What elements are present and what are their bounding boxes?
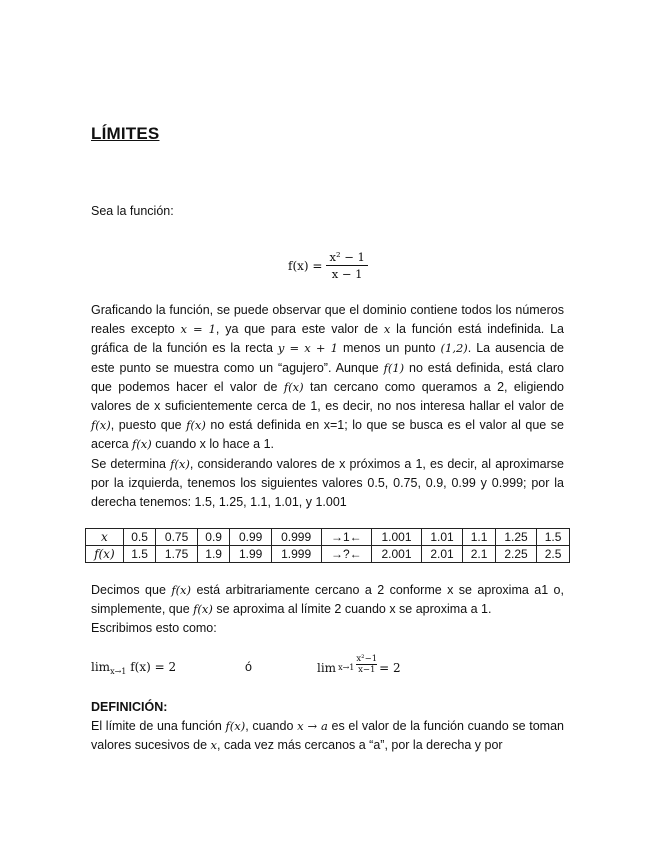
- table-cell: 2.25: [495, 546, 536, 563]
- table-cell: 1.01: [421, 529, 462, 546]
- table-cell: 1.5: [123, 546, 156, 563]
- limit-expression-2: lim x→1 $\frac{\text{x²−1}}{x-1}$ = 2: [317, 654, 401, 675]
- table-cell: 1.999: [271, 546, 321, 563]
- formula-denominator: x − 1: [331, 267, 363, 281]
- paragraph-conclusion: Decimos que f(x) está arbitrariamente cercano a 2 conforme x se aproxima a1 o, simplemente, que f(x) se aproxima al límite 2 cuando x se aproxima a 1. Escribimos esto como:: [91, 583, 564, 636]
- table-cell: f(x): [86, 546, 124, 563]
- formula-numerator: x² − 1: [326, 250, 367, 266]
- table-cell: 0.999: [271, 529, 321, 546]
- function-formula: [288, 250, 368, 281]
- limit-or-text: ó: [245, 660, 252, 674]
- table-cell: 2.1: [463, 546, 496, 563]
- limit-fraction: $\frac{\text{x²−1}}{x-1}$: [356, 654, 378, 675]
- table-row-x: [86, 529, 570, 546]
- limit-expression-1: $\lim_{x\to 1} f(x) = 2$: [91, 660, 177, 676]
- table-cell: x: [86, 529, 124, 546]
- paragraph-definition: El límite de una función f(x), cuando x → a es el valor de la función cuando se toman valores sucesivos de x, cada vez más cercanos a “a”, por la derecha y por: [91, 719, 564, 753]
- table-cell: 1.25: [495, 529, 536, 546]
- paragraph-graph-description: Graficando la función, se puede observar que el dominio contiene todos los números reales excepto x = 1, ya que para este valor de x la función está indefinida. La gráfica de la función es la recta y = x + 1 menos un punto (1,2). La ausencia de este punto se muestra como un “agujero”. Aunque f(1) no está definida, está claro que podemos hacer el valor de f(x) tan cercano como queramos a 2, eligiendo valores de x suficientemente cerca de 1, es decir, no nos interesa hallar el valor de f(x), puesto que f(x) no está definida en x=1; lo que se busca es el valor al que se acerca f(x) cuando x lo hace a 1.: [91, 303, 565, 452]
- table-cell: 1.99: [230, 546, 271, 563]
- paragraph-values: Se determina f(x), considerando valores de x próximos a 1, es decir, al aproximarse por la izquierda, tenemos los siguientes valores 0.5, 0.75, 0.9, 0.99 y 0.999; por la derecha tenemos: 1.5, 1.25, 1.1, 1.01, y 1.001: [91, 457, 564, 510]
- table-cell: 1.1: [463, 529, 496, 546]
- table-cell: 2.001: [372, 546, 422, 563]
- formula-lhs: f(x) =: [288, 258, 323, 273]
- table-cell: 1.001: [372, 529, 422, 546]
- table-cell: →?←: [321, 546, 372, 563]
- intro-text: Sea la función:: [91, 204, 174, 218]
- table-cell: 0.75: [156, 529, 197, 546]
- table-cell: 2.5: [537, 546, 570, 563]
- table-cell: 2.01: [421, 546, 462, 563]
- page-title: LÍMITES: [91, 124, 160, 143]
- table-cell: 1.75: [156, 546, 197, 563]
- table-cell: 0.99: [230, 529, 271, 546]
- table-cell: 0.9: [197, 529, 230, 546]
- table-row-fx: [86, 546, 570, 563]
- table-cell: →1←: [321, 529, 372, 546]
- formula-fraction: [326, 250, 367, 281]
- table-cell: 1.5: [537, 529, 570, 546]
- definition-title: DEFINICIÓN:: [91, 700, 168, 714]
- table-cell: 0.5: [123, 529, 156, 546]
- values-table: [85, 528, 570, 563]
- table-cell: 1.9: [197, 546, 230, 563]
